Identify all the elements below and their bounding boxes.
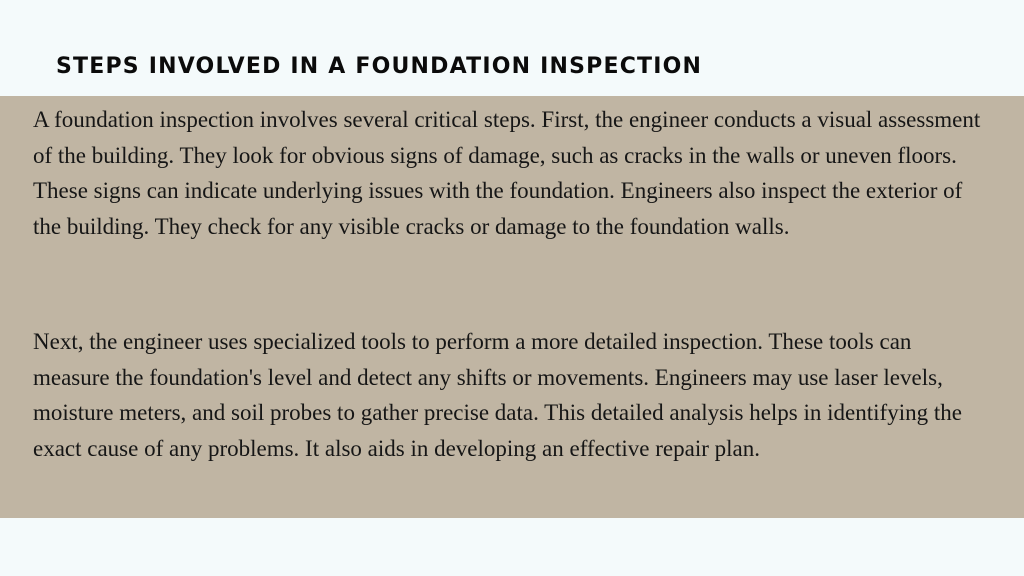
paragraph-detailed-inspection: Next, the engineer uses specialized tools to perform a more detailed inspection. These tools can measure the foundation's level and detect any shifts or movements. Engineers may use laser levels, moisture meters, and soil probes to gather precise data. This detailed analysis helps in identifying the exact cause of any problems. It also aids in developing an effective repair plan. <box>33 329 962 461</box>
page-title: STEPS INVOLVED IN A FOUNDATION INSPECTION <box>56 54 703 79</box>
content-band <box>0 96 1024 518</box>
paragraph-visual-assessment: A foundation inspection involves several critical steps. First, the engineer conducts a visual assessment of the building. They look for obvious signs of damage, such as cracks in the walls or uneven floors. These signs can indicate underlying issues with the foundation. Engineers also inspect the exterior of the building. They check for any visible cracks or damage to the foundation walls. <box>33 107 981 239</box>
